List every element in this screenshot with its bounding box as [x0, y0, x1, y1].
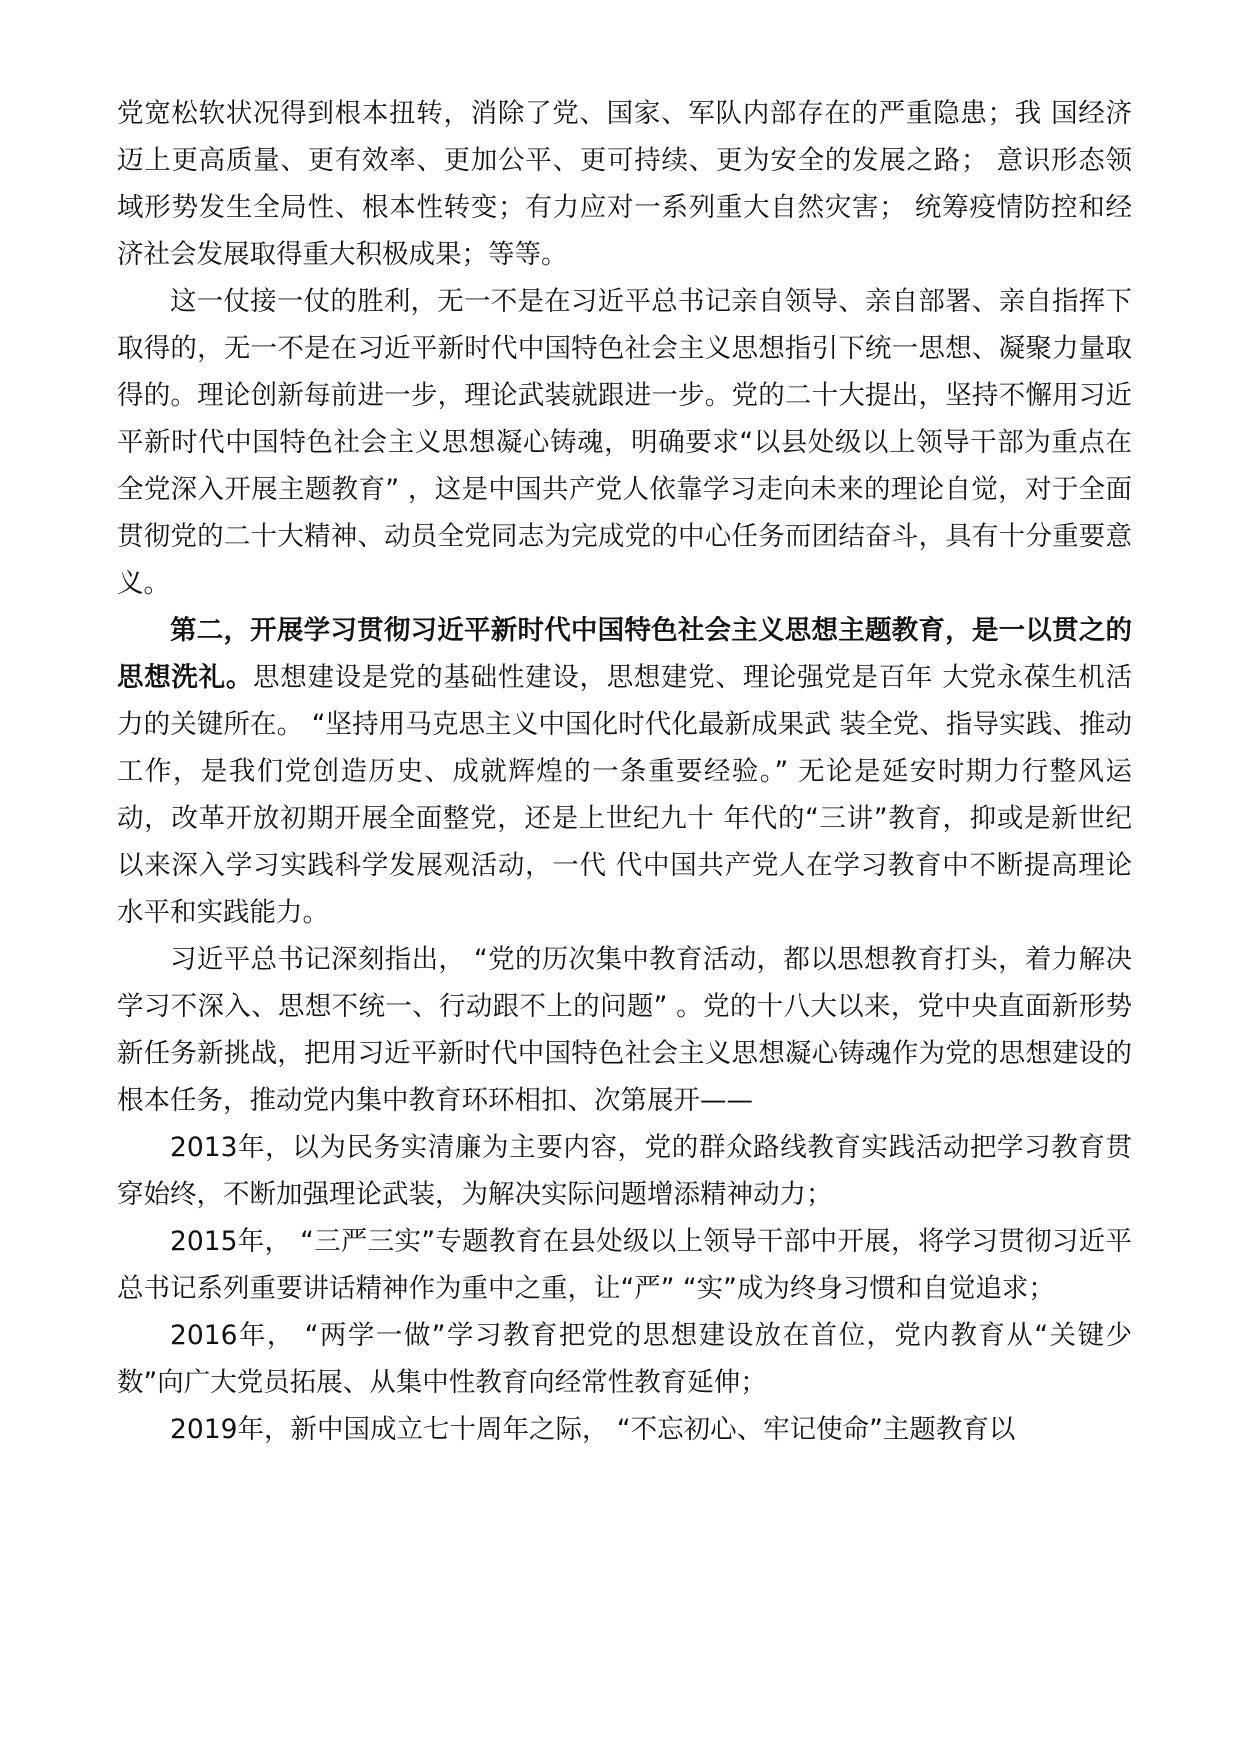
document-page — [117, 90, 1132, 1453]
paragraph-8 — [117, 1406, 1132, 1453]
paragraph-text: 2015年， “三严三实”专题教育在县处级以上领导干部中开展，将学习贯彻习近平总书记系列重要讲话精神作为重中之重，让“严” “实”成为终身习惯和自觉追求； — [117, 1226, 1132, 1304]
paragraph-2 — [117, 278, 1132, 607]
paragraph-4 — [117, 936, 1132, 1124]
paragraph-lead-bold: 第二，开展学习贯彻习近平新时代中国特色社会主义思想主题教育，是一以贯之的思想洗礼。 — [117, 615, 1132, 693]
paragraph-text: 思想建设是党的基础性建设，思想建党、理论强党是百年 大党永葆生机活力的关键所在。 “坚持用马克思主义中国化时代化最新成果武 装全党、指导实践、推动工作，是我们党创造历史、成就辉煌的一条重要经验。” 无论是延安时期力行整风运动，改革开放初期开展全面整党，还是上世纪九十 年代的“三讲”教育，抑或是新世纪以来深入学习实践科学发展观活动，一代 代中国共产党人在学习教育中不断提高理论水平和实践能力。 — [117, 662, 1132, 928]
paragraph-5 — [117, 1124, 1132, 1218]
paragraph-text: 2016年， “两学一做”学习教育把党的思想建设放在首位，党内教育从“关键少数”向广大党员拓展、从集中性教育向经常性教育延伸； — [117, 1320, 1132, 1398]
paragraph-text: 这一仗接一仗的胜利，无一不是在习近平总书记亲自领导、亲自部署、亲自指挥下取得的，无一不是在习近平新时代中国特色社会主义思想指引下统一思想、凝聚力量取得的。理论创新每前进一步，理论武装就跟进一步。党的二十大提出，坚持不懈用习近平新时代中国特色社会主义思想凝心铸魂，明确要求“以县处级以上领导干部为重点在全党深入开展主题教育” ，这是中国共产党人依靠学习走向未来的理论自觉，对于全面贯彻党的二十大精神、动员全党同志为完成党的中心任务而团结奋斗，具有十分重要意义。 — [117, 286, 1132, 599]
paragraph-text: 党宽松软状况得到根本扭转，消除了党、国家、军队内部存在的严重隐患；我 国经济迈上更高质量、更有效率、更加公平、更可持续、更为安全的发展之路； 意识形态领域形势发生全局性、根本性转变；有力应对一系列重大自然灾害； 统筹疫情防控和经济社会发展取得重大积极成果；等等。 — [117, 98, 1132, 270]
paragraph-text: 2013年，以为民务实清廉为主要内容，党的群众路线教育实践活动把学习教育贯穿始终，不断加强理论武装，为解决实际问题增添精神动力； — [117, 1132, 1132, 1210]
paragraph-3 — [117, 607, 1132, 936]
paragraph-1 — [117, 90, 1132, 278]
paragraph-text: 2019年，新中国成立七十周年之际， “不忘初心、牢记使命”主题教育以 — [170, 1414, 1016, 1445]
paragraph-7 — [117, 1312, 1132, 1406]
paragraph-text: 习近平总书记深刻指出， “党的历次集中教育活动，都以思想教育打头，着力解决学习不深入、思想不统一、行动跟不上的问题” 。党的十八大以来，党中央直面新形势新任务新挑战，把用习近平新时代中国特色社会主义思想凝心铸魂作为党的思想建设的根本任务，推动党内集中教育环环相扣、次第展开—— — [117, 944, 1132, 1116]
paragraph-6 — [117, 1218, 1132, 1312]
